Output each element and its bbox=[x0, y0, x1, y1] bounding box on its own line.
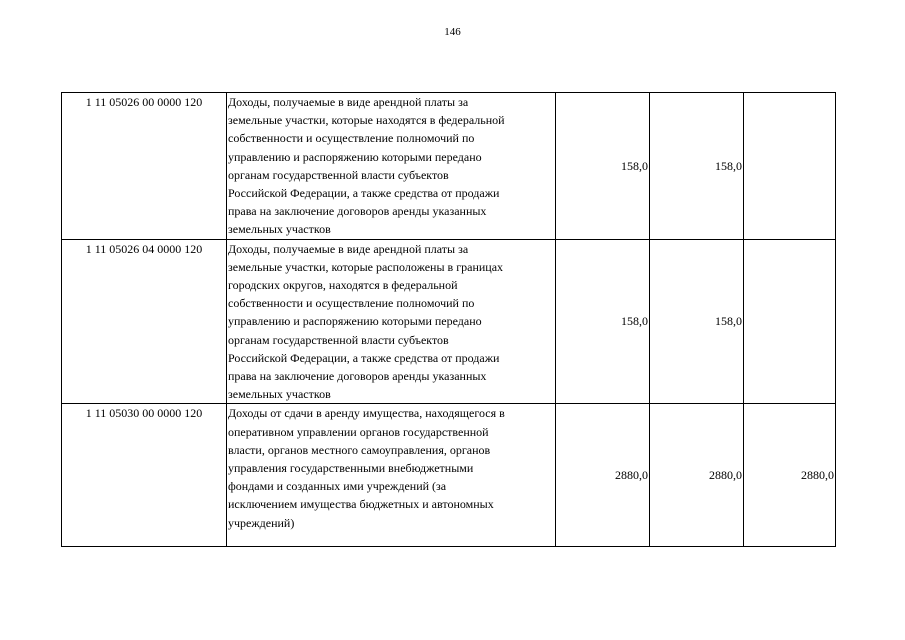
value-cell bbox=[744, 93, 836, 240]
description-line: управлению и распоряжению которыми передано bbox=[228, 314, 482, 329]
description-line: права на заключение договоров аренды указанных bbox=[228, 204, 487, 219]
value-cell: 2880,0 bbox=[650, 404, 744, 547]
description-line: Доходы, получаемые в виде арендной платы за bbox=[228, 95, 469, 109]
budget-code-cell: 1 11 05026 04 0000 120 bbox=[62, 239, 227, 404]
description-line: исключением имущества бюджетных и автономных bbox=[228, 497, 494, 512]
description-line: собственности и осуществление полномочий по bbox=[228, 296, 475, 311]
table-row bbox=[62, 93, 836, 240]
revenue-table bbox=[61, 92, 836, 547]
budget-code-cell: 1 11 05026 00 0000 120 bbox=[62, 93, 227, 240]
value-cell: 158,0 bbox=[650, 239, 744, 404]
description-line: управлению и распоряжению которыми передано bbox=[228, 149, 482, 164]
budget-code-cell: 1 11 05030 00 0000 120 bbox=[62, 404, 227, 547]
description-line: городских округов, находятся в федеральной bbox=[228, 278, 458, 293]
description-line: учреждений) bbox=[228, 515, 295, 530]
description-line: фондами и созданных ими учреждений (за bbox=[228, 479, 447, 494]
description-line: органам государственной власти субъектов bbox=[228, 167, 449, 182]
description-line: управления государственными внебюджетными bbox=[228, 461, 474, 476]
table-row bbox=[62, 239, 836, 404]
value-cell: 2880,0 bbox=[556, 404, 650, 547]
value-cell: 2880,0 bbox=[744, 404, 836, 547]
description-line: земельные участки, которые находятся в федеральной bbox=[228, 113, 505, 128]
value-cell: 158,0 bbox=[556, 93, 650, 240]
table-row bbox=[62, 404, 836, 547]
description-line: земельные участки, которые расположены в границах bbox=[228, 259, 504, 274]
description-cell bbox=[227, 404, 556, 547]
description-line: органам государственной власти субъектов bbox=[228, 332, 449, 347]
description-line: власти, органов местного самоуправления, органов bbox=[228, 442, 491, 457]
description-cell bbox=[227, 239, 556, 404]
value-cell: 158,0 bbox=[650, 93, 744, 240]
value-cell: 158,0 bbox=[556, 239, 650, 404]
value-cell bbox=[744, 239, 836, 404]
description-line: оперативном управлении органов государственной bbox=[228, 424, 489, 439]
description-line: собственности и осуществление полномочий по bbox=[228, 131, 475, 146]
description-line: Российской Федерации, а также средства от продажи bbox=[228, 350, 500, 365]
description-line: Российской Федерации, а также средства от продажи bbox=[228, 186, 500, 201]
description-line: земельных участков bbox=[228, 222, 331, 237]
description-line: Доходы от сдачи в аренду имущества, находящегося в bbox=[228, 406, 505, 421]
description-cell bbox=[227, 93, 556, 240]
description-line: земельных участков bbox=[228, 387, 331, 402]
description-line: права на заключение договоров аренды указанных bbox=[228, 369, 487, 384]
page-number: 146 bbox=[444, 26, 461, 38]
description-line: Доходы, получаемые в виде арендной платы за bbox=[228, 241, 469, 256]
